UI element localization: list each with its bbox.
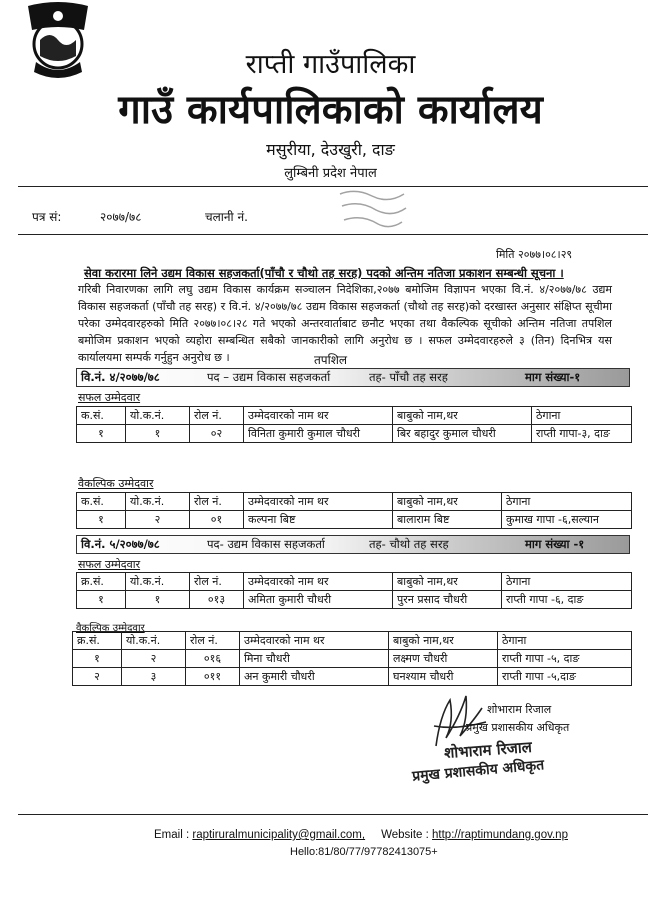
position-post: पद – उद्यम विकास सहजकर्ता	[207, 370, 331, 384]
successful-label: सफल उम्मेदवार	[78, 558, 141, 571]
email-label: Email :	[154, 829, 190, 841]
header-cell: क.सं.	[77, 493, 126, 511]
table-header-row	[77, 573, 632, 591]
position-demand: माग संख्या-१	[525, 370, 581, 384]
position-post: पद- उद्यम विकास सहजकर्ता	[207, 537, 325, 551]
cell: घनश्याम चौधरी	[389, 668, 498, 686]
cell: राप्ती गापा -५,दाङ	[498, 668, 632, 686]
position-demand: माग संख्या -१	[525, 537, 585, 551]
cell: बिर बहादुर कुमाल चौधरी	[393, 425, 532, 443]
schedule-heading: तपशिल	[313, 353, 348, 367]
cell: २	[73, 668, 122, 686]
table-header-row	[77, 493, 632, 511]
alternate-label: वैकल्पिक उम्मेदवार	[78, 477, 154, 490]
municipality-name: राप्ती गाउँपालिका	[245, 49, 416, 80]
successful-table	[76, 406, 632, 443]
position-level: तह- चौथो तह सरह	[369, 537, 449, 551]
notice-date: मिति २०७७।०८।२९	[496, 248, 573, 261]
cell: कुमाख गापा -६,सल्यान	[502, 511, 632, 529]
cell: ०११	[186, 668, 240, 686]
header-cell: क.सं.	[77, 407, 126, 425]
dispatch-label: चलानी नं.	[205, 210, 248, 224]
header-cell: उम्मेदवारको नाम थर	[244, 407, 393, 425]
table-row	[73, 668, 632, 686]
position-adv-no: वि.नं. ५/२०७७/७८	[81, 537, 160, 551]
office-stamp-icon	[336, 186, 408, 232]
header-cell: यो.क.नं.	[122, 632, 186, 650]
signatory-title: प्रमुख प्रशासकीय अधिकृत	[466, 721, 570, 734]
office-name: गाउँ कार्यपालिकाको कार्यालय	[118, 87, 543, 133]
header-cell: उम्मेदवारको नाम थर	[244, 493, 393, 511]
seal-name: शोभाराम रिजाल	[443, 737, 533, 763]
position-bar	[76, 535, 630, 554]
email-link[interactable]: raptiruralmunicipality@gmail.com,	[192, 829, 366, 841]
header-cell: रोल नं.	[186, 632, 240, 650]
footer-phone: Hello:81/80/77/97782413075+	[290, 846, 438, 858]
header-cell: क्र.सं.	[73, 632, 122, 650]
cell: कल्पना बिष्ट	[244, 511, 393, 529]
seal-title: प्रमुख प्रशासकीय अधिकृत	[411, 757, 545, 785]
cell: २	[126, 511, 190, 529]
position-adv-no: वि.नं. ४/२०७७/७८	[81, 370, 160, 384]
alternate-table	[76, 492, 632, 529]
cell: अन कुमारी चौधरी	[240, 668, 389, 686]
header-cell: रोल नं.	[190, 573, 244, 591]
footer-contact	[154, 829, 568, 841]
cell: ०१	[190, 511, 244, 529]
cell: राप्ती गापा-३, दाङ	[532, 425, 632, 443]
footer-divider	[18, 814, 648, 815]
cell: ०२	[190, 425, 244, 443]
header-cell: बाबुको नाम,थर	[389, 632, 498, 650]
header-cell: ठेगाना	[502, 573, 632, 591]
position-level: तह- पाँचौ तह सरह	[369, 370, 448, 384]
table-header-row	[77, 407, 632, 425]
cell: लक्ष्मण चौधरी	[389, 650, 498, 668]
header-cell: रोल नं.	[190, 493, 244, 511]
cell: १	[77, 511, 126, 529]
table-row	[77, 591, 632, 609]
website-label: Website :	[381, 829, 429, 841]
reference-divider	[18, 234, 648, 235]
header-cell: बाबुको नाम,थर	[393, 493, 502, 511]
alternate-label: वैकल्पिक उम्मेदवार	[76, 623, 145, 634]
table-row	[73, 650, 632, 668]
header-cell: बाबुको नाम,थर	[393, 407, 532, 425]
cell: अमिता कुमारी चौधरी	[244, 591, 393, 609]
cell: बालाराम बिष्ट	[393, 511, 502, 529]
notice-body: गरिबी निवारणका लागि लघु उद्यम विकास कार्यक्रम सञ्चालन निदेशिका,२०७७ बमोजिम विज्ञापन भएका वि.नं. ४/२०७७/७८ उद्यम विकास सहजकर्ता (पाँचौ तह सरह) र वि.नं. ४/२०७७/७८ उद्यम विकास सहजकर्ता (चौथो तह सरह)को दरखास्त अनुसार संक्षिप्त सूचीमा परेका उम्मेदवारहरुको मिति २०७७।०८।२८ गते भएको अन्तरवार्ताबाट छनौट भएका तथा वैकल्पिक सूचीको अन्तिम नतिजा तपशिल बमोजिम प्रकाशन भएको व्यहोरा सम्बन्धित सबैको जानकारीको लागि अनुरोध छ । सफल उम्मेदवारहरुले ३ (तिन) दिनभित्र यस कार्यालयमा सम्पर्क गर्नुहुन अनुरोध छ ।	[78, 283, 612, 364]
alternate-table	[72, 631, 632, 686]
successful-table	[76, 572, 632, 609]
reference-label: पत्र सं:	[32, 210, 62, 224]
header-cell: रोल नं.	[190, 407, 244, 425]
successful-label: सफल उम्मेदवार	[78, 391, 141, 404]
cell: १	[73, 650, 122, 668]
cell: ०१६	[186, 650, 240, 668]
website-link[interactable]: http://raptimundang.gov.np	[432, 829, 568, 841]
reference-value: २०७७/७८	[100, 210, 142, 224]
header-cell: क्र.सं.	[77, 573, 126, 591]
table-row	[77, 511, 632, 529]
cell: १	[77, 425, 126, 443]
notice-title: सेवा करारमा लिने उद्यम विकास सहजकर्ता(पाँचौ र चौथो तह सरह) पदको अन्तिम नतिजा प्रकाशन सम्बन्धी सूचना ।	[84, 266, 564, 280]
table-row	[77, 425, 632, 443]
office-address: मसुरीया, देउखुरी, दाङ	[266, 140, 395, 159]
header-cell: उम्मेदवारको नाम थर	[240, 632, 389, 650]
cell: १	[77, 591, 126, 609]
cell: विनिता कुमारी कुमाल चौधरी	[244, 425, 393, 443]
cell: ३	[122, 668, 186, 686]
header-cell: उम्मेदवारको नाम थर	[244, 573, 393, 591]
cell: १	[126, 425, 190, 443]
header-cell: बाबुको नाम,थर	[393, 573, 502, 591]
header-cell: ठेगाना	[502, 493, 632, 511]
header-cell: यो.क.नं.	[126, 493, 190, 511]
province-name: लुम्बिनी प्रदेश नेपाल	[284, 166, 377, 181]
header-cell: यो.क.नं.	[126, 573, 190, 591]
cell: पुरन प्रसाद चौधरी	[393, 591, 502, 609]
cell: राप्ती गापा -५, दाङ	[498, 650, 632, 668]
cell: २	[122, 650, 186, 668]
header-cell: ठेगाना	[498, 632, 632, 650]
header-cell: ठेगाना	[532, 407, 632, 425]
position-bar	[76, 368, 630, 387]
header-divider	[18, 186, 648, 187]
cell: मिना चौधरी	[240, 650, 389, 668]
cell: ०१३	[190, 591, 244, 609]
cell: राप्ती गापा -६, दाङ	[502, 591, 632, 609]
cell: १	[126, 591, 190, 609]
signatory-name: शोभाराम रिजाल	[487, 703, 552, 716]
header-cell: यो.क.नं.	[126, 407, 190, 425]
table-header-row	[73, 632, 632, 650]
